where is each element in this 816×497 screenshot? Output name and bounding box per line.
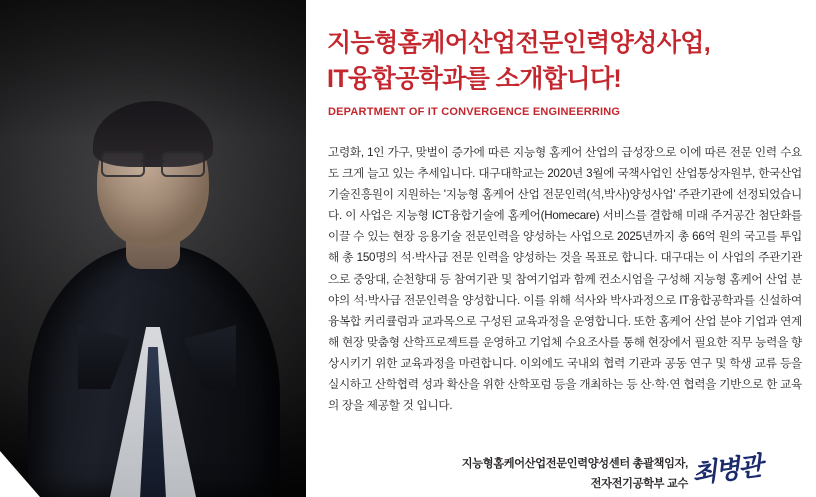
- page-title: [327, 26, 807, 97]
- body-paragraph: 고령화, 1인 가구, 맞벌이 증가에 따른 지능형 홈케어 산업의 급성장으로 이에 따른 전문 인력 수요도 크게 늘고 있는 추세입니다. 대구대학교는 2020년 3월에 국책사업인 산업통상자원부, 한국산업기술진흥원이 지원하는 '지능형 홈케어 산업 전문인력(석,박사)양성사업' 주관기관에 선정되었습니다. 이 사업은 지능형 ICT융합기술에 홈케어(Homecare) 서비스를 결합해 미래 주거공간 첨단화를 이끌 수 있는 현장 응용기술 전문인력을 양성하는 사업으로 2025년까지 총 66억 원의 국고를 투입해 총 150명의 석·박사급 전문 인력을 양성하는 것을 목표로 합니다. 대구대는 이 사업의 주관기관으로 중앙대, 순천향대 등 참여기관 및 참여기업과 함께 컨소시엄을 구성해 지능형 홈케어 산업 분야의 석·박사급 전문인력을 양성합니다. 이를 위해 석사와 박사과정으로 IT융합공학과를 신설하여 융복합 커리큘럼과 교과목으로 구성된 교육과정을 운영합니다. 또한 홈케어 산업 분야 기업과 연계해 현장 맞춤형 산학프로젝트를 운영하고 기업체 수요조사를 통해 현장에서 필요한 직무 능력을 향상시키기 위한 교육과정을 마련합니다. 이외에도 국내외 협력 기관과 공동 연구 및 학생 교류 등을 실시하고 산학협력 성과 확산을 위한 산학포럼 등을 개최하는 등 산·학·연 협력을 기반으로 한 교육의 장을 제공할 것 입니다.: [328, 146, 802, 413]
- glasses-lens-left: [101, 151, 145, 177]
- page-title-line2: IT융합공학과를 소개합니다!: [327, 64, 622, 93]
- glasses-icon: [101, 151, 205, 175]
- portrait-figure: [0, 27, 306, 497]
- page-subtitle: DEPARTMENT OF IT CONVERGENCE ENGINEERRING: [328, 106, 621, 118]
- signoff-line-2: 전자전기공학부 교수: [590, 477, 688, 490]
- portrait-photo: [0, 0, 306, 497]
- content-column: [327, 0, 816, 497]
- handwritten-signature: 최병관: [690, 451, 763, 489]
- signature-block: [462, 455, 688, 494]
- glasses-bridge: [141, 160, 165, 162]
- signoff-line-1: 지능형홈케어산업전문인력양성센터 총괄책임자,: [461, 458, 688, 470]
- page-title-line1: 지능형홈케어산업전문인력양성사업,: [327, 29, 711, 57]
- glasses-lens-right: [161, 151, 205, 177]
